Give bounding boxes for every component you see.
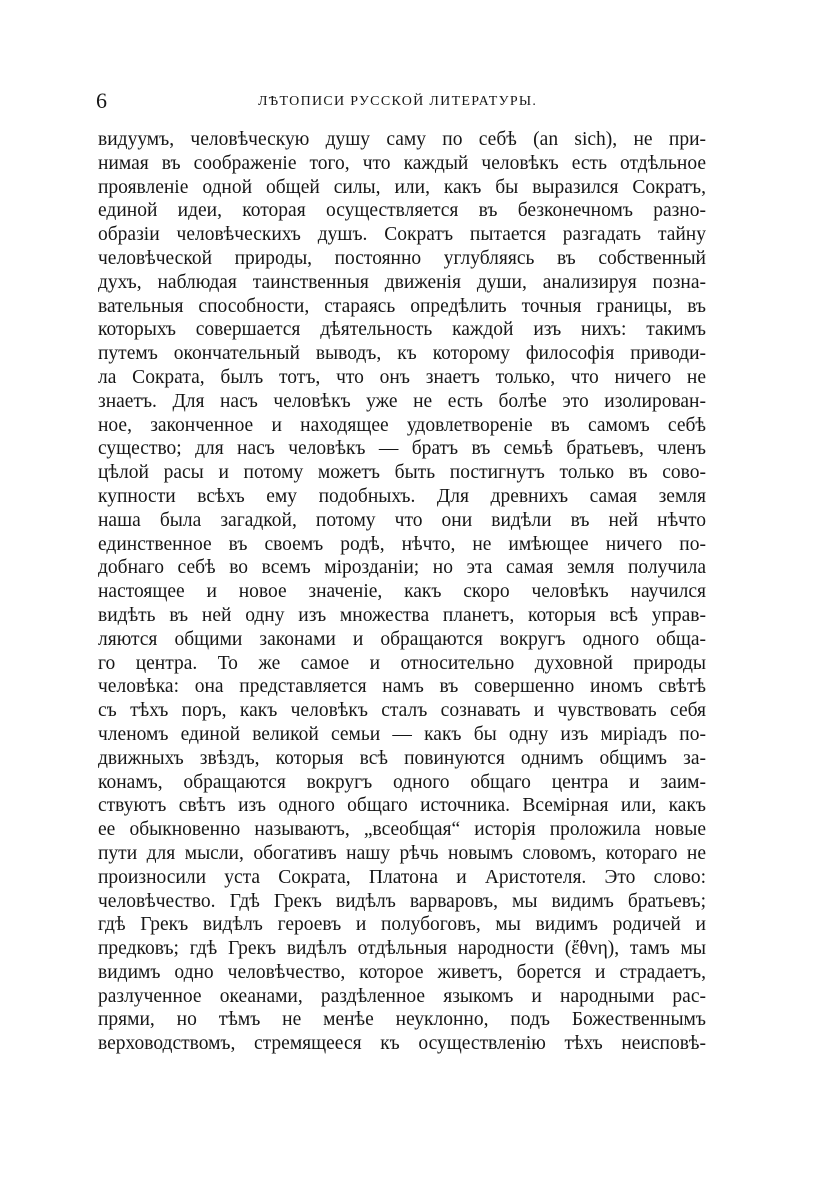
text-line: существо; для насъ человѣкъ — братъ въ семьѣ братьевъ, членъ <box>98 438 706 460</box>
text-line: купности всѣхъ ему подобныхъ. Для древнихъ самая земля <box>98 485 706 507</box>
text-line: знаетъ. Для насъ человѣкъ уже не есть болѣе это изолирован- <box>98 390 706 412</box>
text-line: проявленіе одной общей силы, или, какъ бы выразился Сократъ, <box>98 176 706 198</box>
text-line: видѣть въ ней одну изъ множества планетъ, которыя всѣ управ- <box>98 604 706 626</box>
text-line: прями, но тѣмъ не менѣе неуклонно, подъ Божественнымъ <box>98 1009 706 1031</box>
text-line: вательныя способности, стараясь опредѣлить точныя границы, въ <box>98 295 706 317</box>
text-line: ствуютъ свѣтъ изъ одного общаго источника. Всемірная или, какъ <box>98 795 706 817</box>
text-line: образіи человѣческихъ душъ. Сократъ пытается разгадать тайну <box>98 224 706 246</box>
text-line: верховодствомъ, стремящееся къ осуществленію тѣхъ неисповѣ- <box>98 1033 706 1055</box>
text-line: путемъ окончательный выводъ, къ которому философія приводи- <box>98 343 706 365</box>
text-line: ла Сократа, былъ тотъ, что онъ знаетъ только, что ничего не <box>98 366 706 388</box>
running-title: ЛѢТОПИСИ РУССКОЙ ЛИТЕРАТУРЫ. <box>258 94 538 109</box>
text-line: духъ, наблюдая таинственныя движенія души, анализируя позна- <box>98 271 706 293</box>
text-line: человѣка: она представляется намъ въ совершенно иномъ свѣтѣ <box>98 676 706 698</box>
text-line: ное, законченное и находящее удовлетвореніе въ самомъ себѣ <box>98 414 706 436</box>
text-line: гдѣ Грекъ видѣлъ героевъ и полубоговъ, мы видимъ родичей и <box>98 914 706 936</box>
page-number: 6 <box>96 88 107 113</box>
text-line: которыхъ совершается дѣятельность каждой изъ нихъ: такимъ <box>98 319 706 341</box>
text-line: съ тѣхъ поръ, какъ человѣкъ сталъ сознавать и чувствовать себя <box>98 700 706 722</box>
body-text <box>98 128 706 1056</box>
text-line: нимая въ соображеніе того, что каждый человѣкъ есть отдѣльное <box>98 152 706 174</box>
text-line: движныхъ звѣздъ, которыя всѣ повинуются однимъ общимъ за- <box>98 747 706 769</box>
text-line: добнаго себѣ во всемъ мірозданіи; но эта самая земля получила <box>98 557 706 579</box>
text-line: человѣческой природы, постоянно углубляясь въ собственный <box>98 247 706 269</box>
text-line: наша была загадкой, потому что они видѣли въ ней нѣчто <box>98 509 706 531</box>
text-line: единой идеи, которая осуществляется въ безконечномъ разно- <box>98 200 706 222</box>
text-line: пути для мысли, обогативъ нашу рѣчь новымъ словомъ, котораго не <box>98 842 706 864</box>
text-line: единственное въ своемъ родѣ, нѣчто, не имѣющее ничего по- <box>98 533 706 555</box>
text-line: видимъ одно человѣчество, которое живетъ, борется и страдаетъ, <box>98 961 706 983</box>
text-line: конамъ, обращаются вокругъ одного общаго центра и заим- <box>98 771 706 793</box>
text-line: разлученное океанами, раздѣленное языкомъ и народными рас- <box>98 985 706 1007</box>
text-line: цѣлой расы и потому можетъ быть постигнутъ только въ сово- <box>98 462 706 484</box>
text-line: ее обыкновенно называютъ, „всеобщая“ исторія проложила новые <box>98 819 706 841</box>
text-line: предковъ; гдѣ Грекъ видѣлъ отдѣльныя народности (ἔθνη), тамъ мы <box>98 938 706 960</box>
text-line: произносили уста Сократа, Платона и Аристотеля. Это слово: <box>98 866 706 888</box>
text-line: настоящее и новое значеніе, какъ скоро человѣкъ научился <box>98 581 706 603</box>
text-line: ляются общими законами и обращаются вокругъ одного обща- <box>98 628 706 650</box>
text-line: человѣчество. Гдѣ Грекъ видѣлъ варваровъ, мы видимъ братьевъ; <box>98 890 706 912</box>
text-line: видуумъ, человѣческую душу саму по себѣ (an sich), не при- <box>98 129 706 150</box>
text-line: го центра. То же самое и относительно духовной природы <box>98 652 706 674</box>
text-line: членомъ единой великой семьи — какъ бы одну изъ миріадъ по- <box>98 723 706 745</box>
